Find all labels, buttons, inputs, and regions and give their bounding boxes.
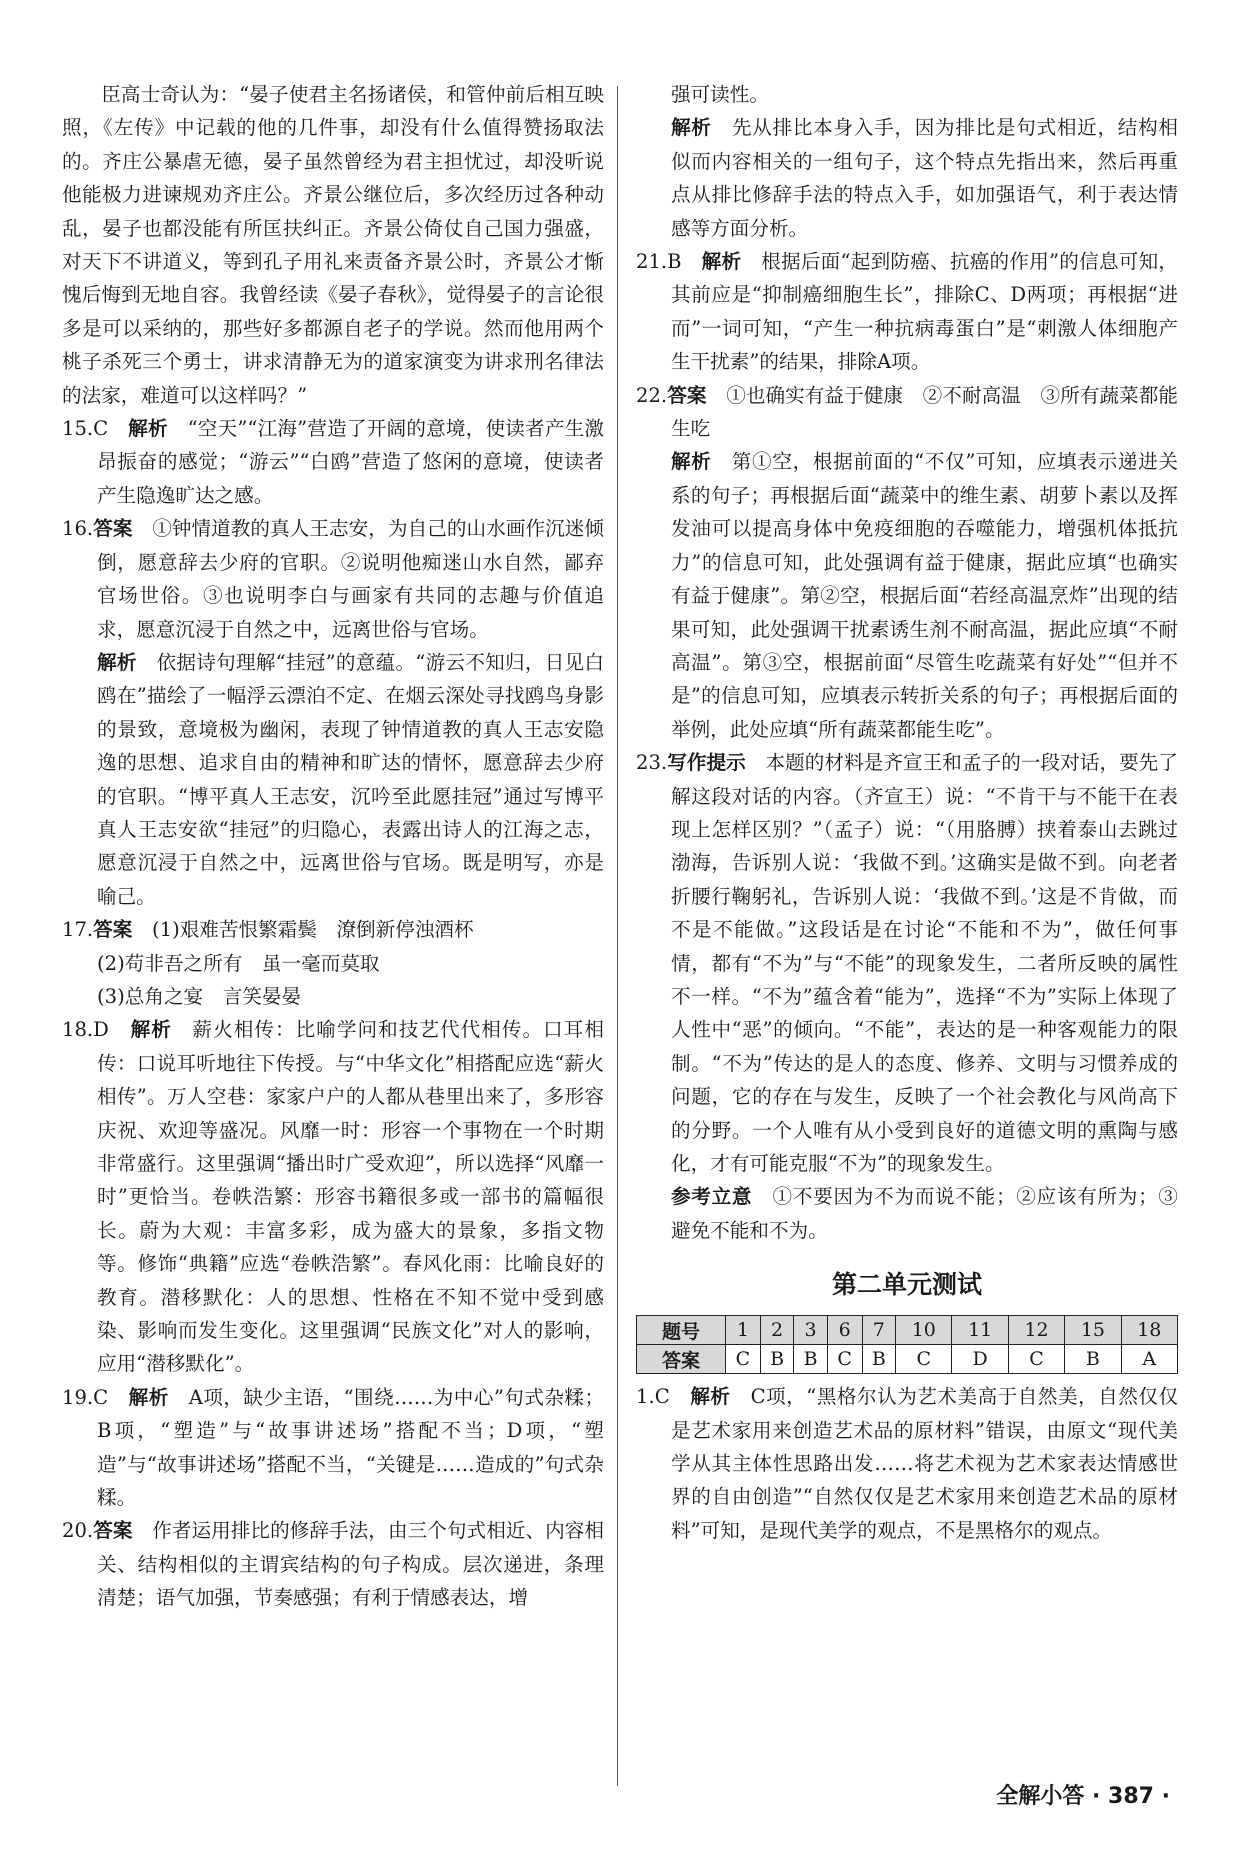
item-number: 18. — [62, 1018, 94, 1042]
item-label: 写作提示 — [667, 751, 746, 775]
question-number: 1 — [726, 1316, 761, 1345]
answer-item-23 — [636, 746, 1178, 1180]
item-label: 答案 — [93, 1519, 133, 1543]
item-answer: C — [93, 1385, 109, 1409]
translation-paragraph: 臣高士奇认为：“晏子使君主名扬诸侯，和管仲前后相互映照，《左传》中记载的他的几件事，却没有什么值得赞扬取法的。齐庄公暴虐无德，晏子虽然曾经为君主担忧过，却没听说他能极力进谏规劝齐庄公。齐景公继位后，多次经历过各种动乱，晏子也都没能有所匡扶纠正。齐景公倚仗自己国力强盛，对天下不讲道义，等到孔子用礼来责备齐景公时，齐景公才惭愧后悔到无地自容。我曾经读《晏子春秋》，觉得晏子的言论很多是可以采纳的，那些好多都源自老子的学说。然而他用两个桃子杀死三个勇士，讲求清静无为的道家演变为讲求刑名律法的法家，难道可以这样吗？” — [62, 83, 604, 407]
answer-item-21 — [636, 245, 1178, 379]
question-number: 2 — [760, 1316, 794, 1345]
item-label: 解析 — [690, 1385, 731, 1409]
answer-cell: C — [896, 1345, 952, 1374]
analysis-text: 第①空，根据前面的“不仅”可知，应填表示递进关系的句子；再根据后面“蔬菜中的维生素、胡萝卜素以及挥发油可以提高身体中免疫细胞的吞噬能力，增强机体抵抗力”的信息可知，此处强调有益于健康，据此应填“也确实有益于健康”。第②空，根据后面“若经高温烹炸”出现的结果可知，此处强调干扰素诱生剂不耐高温，据此应填“不耐高温”。第③空，根据前面“尽管生吃蔬菜有好处”“但并不是”的信息可知，应填表示转折关系的句子；再根据后面的举例，此处应填“所有蔬菜都能生吃”。 — [671, 450, 1178, 741]
analysis-20 — [636, 111, 1178, 245]
item-answer: C — [654, 1385, 670, 1409]
item-number: 20. — [62, 1519, 94, 1543]
item-number: 16. — [62, 517, 94, 541]
item-text: 作者运用排比的修辞手法，由三个句式相近、内容相关、结构相似的主谓宾结构的句子构成。层次递进，条理清楚；语气加强，节奏感强；有利于情感表达，增 — [97, 1519, 605, 1610]
item-line-2: (2)苟非吾之所有 虽一毫而莫取 — [97, 951, 380, 975]
answer-item-15 — [62, 412, 604, 512]
question-number: 10 — [896, 1316, 952, 1345]
item-answer: C — [93, 417, 109, 441]
answer-cell: A — [1121, 1345, 1177, 1374]
item-label: 解析 — [128, 417, 168, 441]
left-column — [62, 78, 604, 1615]
row-label: 答案 — [637, 1345, 726, 1374]
item-text: 根据后面“起到防癌、抗癌的作用”的信息可知，其前应是“抑制癌细胞生长”，排除C、D两项；再根据“进而”一词可知，“产生一种抗病毒蛋白”是“刺激人体细胞产生干扰素”的结果，排除A项。 — [671, 250, 1179, 374]
answer-table — [636, 1315, 1178, 1374]
answer-item-18 — [62, 1013, 604, 1380]
analysis-text: 先从排比本身入手，因为排比是句式相近，结构相似而内容相关的一组句子，这个特点先指出来，然后再重点从排比修辞手法的特点入手，如加强语气，利于表达情感等方面分析。 — [671, 116, 1179, 240]
analysis-22 — [636, 445, 1178, 746]
column-divider — [617, 86, 618, 1786]
item-number: 1. — [636, 1385, 655, 1409]
item-label: 解析 — [701, 250, 742, 274]
answer-item-17 — [62, 913, 604, 946]
item-label: 答案 — [93, 918, 133, 942]
answer-cell: C — [827, 1345, 862, 1374]
question-number: 12 — [1008, 1316, 1064, 1345]
analysis-text: 依据诗句理解“挂冠”的意蕴。“游云不知归，日见白鸥在”描绘了一幅浮云漂泊不定、在烟云深处寻找鸥鸟身影的景致，意境极为幽闲，表现了钟情道教的真人王志安隐逸的思想、追求自由的精神和旷达的情怀，愿意辞去少府的官职。“博平真人王志安，沉吟至此愿挂冠”通过写博平真人王志安欲“挂冠”的归隐心，表露出诗人的江海之志，愿意沉浸于自然之中，远离世俗与官场。既是明写，亦是喻己。 — [97, 650, 604, 908]
item-text: A项，缺少主语，“围绕……为中心”句式杂糅；B项，“塑造”与“故事讲述场”搭配不当；D项，“塑造”与“故事讲述场”搭配不当，“关键是……造成的”句式杂糅。 — [97, 1385, 605, 1510]
item-text: 本题的材料是齐宣王和孟子的一段对话，要先了解这段对话的内容。（齐宣王）说：“不肯干与不能干在表现上怎样区别？”（孟子）说：“（用胳膊）挟着泰山去跳过渤海，告诉别人说：‘我做不到。’这确实是做不到。向老者折腰行鞠躬礼，告诉别人说：‘我做不到。’这是不肯做，而不是不能做。”这段话是在讨论“不能和不为”，做任何事情，都有“不为”与“不能”的现象发生，二者所反映的属性不一样。“不为”蕴含着“能为”，选择“不为”实际上体现了人性中“恶”的倾向。“不能”，表达的是一种客观能力的限制。“不为”传达的是人的态度、修养、文明与习惯养成的问题，它的存在与发生，反映了一个社会教化与风尚高下的分野。一个人唯有从小受到良好的道德文明的熏陶与感化，才有可能克服“不为”的现象发生。 — [671, 751, 1179, 1175]
answer-cell: B — [794, 1345, 828, 1374]
analysis-label: 解析 — [97, 650, 137, 674]
item-text: C项，“黑格尔认为艺术美高于自然美，自然仅仅是艺术家用来创造艺术品的原材料”错误，由原文“现代美学从其主体性思路出发……将艺术视为艺术家表达情感世界的自由创造”“自然仅仅是艺术家用来创造艺术品的原材料”可知，是现代美学的观点，不是黑格尔的观点。 — [671, 1385, 1179, 1542]
answer-cell: D — [952, 1345, 1008, 1374]
item-number: 15. — [62, 417, 94, 441]
answer-row — [637, 1345, 1178, 1374]
item-text: 薪火相传：比喻学问和技艺代代相传。口耳相传：口说耳听地往下传授。与“中华文化”相搭配应选“薪火相传”。万人空巷：家家户户的人都从巷里出来了，多形容庆祝、欢迎等盛况。风靡一时：形容一个事物在一个时期非常盛行。这里强调“播出时广受欢迎”，所以选择“风靡一时”更恰当。卷帙浩繁：形容书籍很多或一部书的篇幅很长。蔚为大观：丰富多彩，成为盛大的景象，多指文物等。修饰“典籍”应选“卷帙浩繁”。春风化雨：比喻良好的教育。潜移默化：人的思想、性格在不知不觉中受到感染、影响而发生变化。这里强调“民族文化”对人的影响，应用“潜移默化”。 — [97, 1018, 605, 1376]
row-label: 题号 — [637, 1316, 726, 1345]
analysis-16 — [62, 646, 604, 913]
item-text: ①钟情道教的真人王志安，为自己的山水画作沉迷倾倒，愿意辞去少府的官职。②说明他痴迷山水自然，鄙弃官场世俗。③也说明李白与画家有共同的志趣与价值追求，愿意沉浸于自然之中，远离世俗与官场。 — [97, 517, 605, 641]
item-line-1: (1)艰难苦恨繁霜鬓 潦倒新停浊酒杯 — [151, 918, 474, 942]
item-label: 答案 — [93, 517, 133, 541]
item-label: 解析 — [128, 1385, 169, 1409]
item-number: 17. — [62, 918, 94, 942]
item-number: 19. — [62, 1385, 94, 1409]
answer-cell: B — [760, 1345, 794, 1374]
item-number: 22. — [636, 383, 668, 407]
item-answer: D — [93, 1018, 109, 1042]
section-title: 第二单元测试 — [831, 1270, 982, 1300]
question-number: 11 — [952, 1316, 1008, 1345]
item-number: 23. — [636, 751, 668, 775]
question-number: 7 — [862, 1316, 896, 1345]
answer-item-22 — [636, 379, 1178, 446]
page-footer: 全解小答 · 387 · — [996, 1784, 1170, 1809]
item-line-3: (3)总角之宴 言笑晏晏 — [97, 984, 302, 1008]
item-label: 答案 — [667, 383, 707, 407]
reference-text: ①不要因为不为而说不能；②应该有所为；③避免不能和不为。 — [671, 1185, 1179, 1242]
analysis-label: 解析 — [671, 116, 712, 140]
answer-cell: C — [1008, 1345, 1064, 1374]
right-column — [636, 78, 1178, 1547]
item-text: ①也确实有益于健康 ②不耐高温 ③所有蔬菜都能生吃 — [671, 383, 1179, 441]
question-number: 6 — [827, 1316, 862, 1345]
question-number: 18 — [1121, 1316, 1177, 1345]
question-number: 3 — [794, 1316, 828, 1345]
item-number: 21. — [636, 250, 668, 274]
answer-cell: B — [862, 1345, 896, 1374]
answer-cell: C — [726, 1345, 761, 1374]
question-number: 15 — [1065, 1316, 1121, 1345]
reference-ideas — [636, 1180, 1178, 1247]
item-answer: B — [667, 250, 682, 274]
answer-20-continued: 强可读性。 — [671, 83, 769, 106]
item-label: 解析 — [130, 1018, 172, 1042]
reference-label: 参考立意 — [671, 1185, 753, 1209]
answer-item-20 — [62, 1514, 604, 1614]
answer-item-19 — [62, 1381, 604, 1515]
question-number-row — [637, 1316, 1178, 1345]
analysis-label: 解析 — [671, 450, 712, 474]
answer-item-1 — [636, 1380, 1178, 1547]
answer-item-16 — [62, 512, 604, 646]
item-text: “空天”“江海”营造了开阔的意境，使读者产生激昂振奋的感觉；“游云”“白鸥”营造了悠闲的意境，使读者产生隐逸旷达之感。 — [97, 417, 605, 507]
answer-cell: B — [1065, 1345, 1121, 1374]
